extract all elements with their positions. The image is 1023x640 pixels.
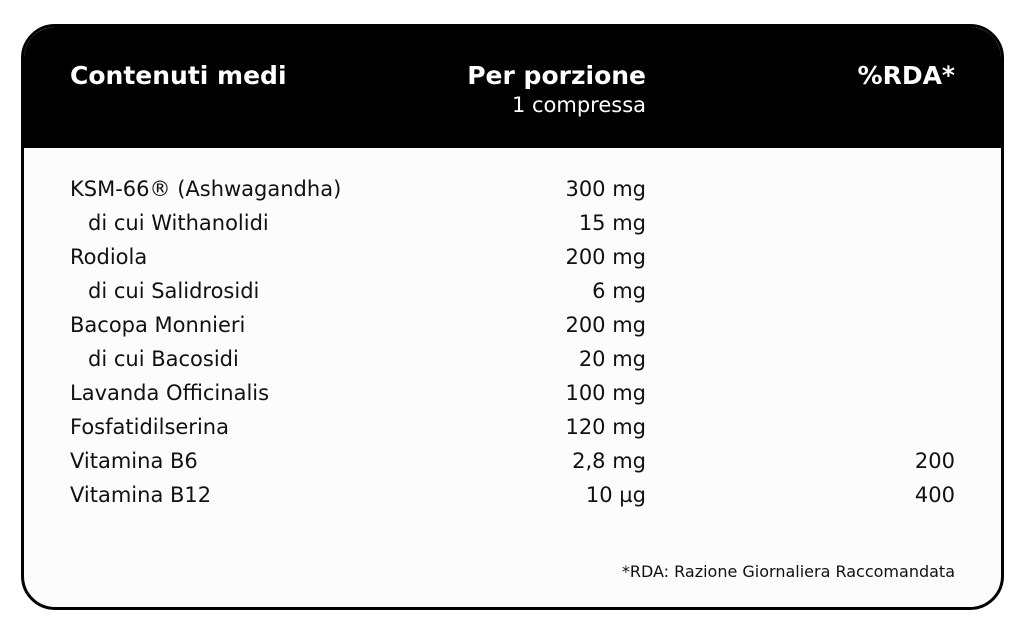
table-row xyxy=(24,277,1001,311)
ingredient-amount: 20 mg xyxy=(578,347,646,371)
ingredient-amount: 100 mg xyxy=(565,381,646,405)
ingredient-name: Bacopa Monnieri xyxy=(70,313,246,337)
ingredient-amount: 200 mg xyxy=(565,245,646,269)
ingredient-rda: 400 xyxy=(914,483,955,507)
table-header xyxy=(24,27,1001,148)
serving-label: Per porzione xyxy=(467,61,646,90)
ingredient-rda: 200 xyxy=(914,449,955,473)
ingredient-amount: 120 mg xyxy=(565,415,646,439)
ingredient-amount: 300 mg xyxy=(565,177,646,201)
ingredient-name: Rodiola xyxy=(70,245,148,269)
table-row xyxy=(24,379,1001,413)
ingredient-name: di cui Bacosidi xyxy=(88,347,239,371)
column-header-nutrient: Contenuti medi xyxy=(70,61,287,90)
ingredient-name: Vitamina B12 xyxy=(70,483,212,507)
table-row xyxy=(24,311,1001,345)
ingredient-name: di cui Withanolidi xyxy=(88,211,269,235)
table-row xyxy=(24,447,1001,481)
table-row xyxy=(24,345,1001,379)
ingredient-amount: 10 µg xyxy=(585,483,646,507)
table-row xyxy=(24,175,1001,209)
ingredient-name: KSM-66® (Ashwagandha) xyxy=(70,177,342,201)
ingredient-name: Fosfatidilserina xyxy=(70,415,229,439)
table-row xyxy=(24,481,1001,515)
column-header-serving xyxy=(467,61,646,118)
ingredient-amount: 2,8 mg xyxy=(572,449,646,473)
ingredient-name: Vitamina B6 xyxy=(70,449,198,473)
ingredient-name: Lavanda Officinalis xyxy=(70,381,270,405)
table-body xyxy=(24,175,1001,515)
nutrition-table xyxy=(21,24,1004,610)
table-row xyxy=(24,209,1001,243)
ingredient-amount: 15 mg xyxy=(578,211,646,235)
rda-footnote: *RDA: Razione Giornaliera Raccomandata xyxy=(621,562,955,581)
ingredient-amount: 200 mg xyxy=(565,313,646,337)
table-row xyxy=(24,413,1001,447)
table-row xyxy=(24,243,1001,277)
serving-size: 1 compressa xyxy=(511,93,646,117)
column-header-rda: %RDA* xyxy=(857,61,955,90)
ingredient-amount: 6 mg xyxy=(592,279,646,303)
ingredient-name: di cui Salidrosidi xyxy=(88,279,260,303)
